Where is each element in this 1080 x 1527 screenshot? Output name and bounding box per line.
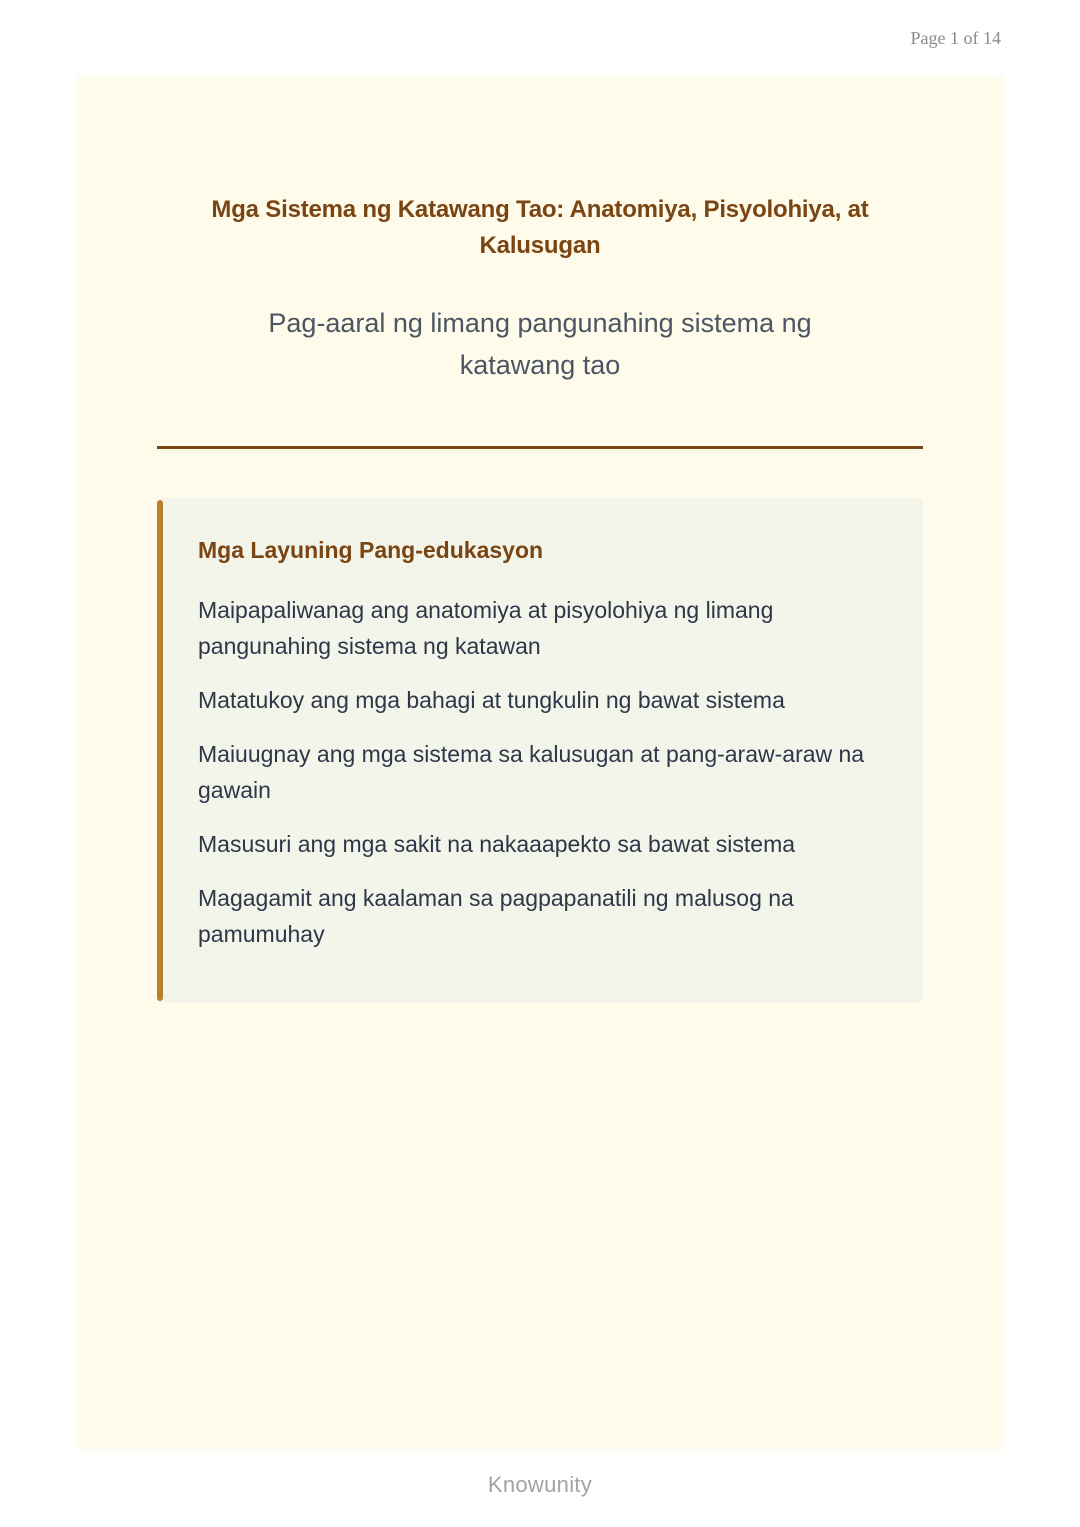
objective-item: Masusuri ang mga sakit na nakaaapekto sa bawat sistema <box>198 831 796 857</box>
document-page <box>78 78 1002 1448</box>
objective-item: Maiuugnay ang mga sistema sa kalusugan at pang-araw-araw na gawain <box>198 741 865 803</box>
objective-item: Maipapaliwanag ang anatomiya at pisyolohiya ng limang pangunahing sistema ng katawan <box>198 597 774 659</box>
footer-brand: Knowunity <box>487 1472 593 1497</box>
objective-item: Magagamit ang kaalaman sa pagpapanatili ng malusog na pamumuhay <box>198 885 794 947</box>
document-subtitle: Pag-aaral ng limang pangunahing sistema ng katawang tao <box>268 308 812 380</box>
document-title: Mga Sistema ng Katawang Tao: Anatomiya, Pisyolohiya, at Kalusugan <box>211 196 869 259</box>
objectives-heading: Mga Layuning Pang-edukasyon <box>198 537 544 563</box>
section-divider <box>157 446 923 449</box>
page-indicator: Page 1 of 14 <box>910 28 1001 48</box>
learning-objectives-box <box>157 498 923 1003</box>
objectives-list <box>198 592 868 970</box>
accent-border <box>157 500 163 1001</box>
objective-item: Matatukoy ang mga bahagi at tungkulin ng bawat sistema <box>198 687 785 713</box>
